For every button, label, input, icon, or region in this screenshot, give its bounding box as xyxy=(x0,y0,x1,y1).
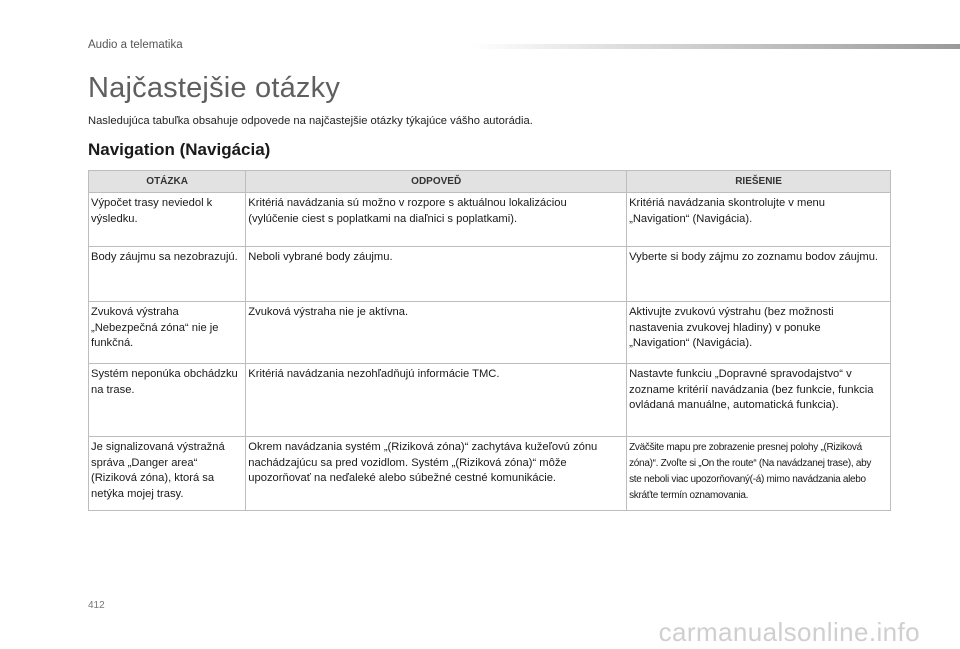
column-header-question: OTÁZKA xyxy=(89,171,246,193)
answer-cell: Okrem navádzania systém „(Riziková zóna)“ zachytáva kužeľovú zónu nachádzajúcu sa pred vozidlom. Systém „(Riziková zóna)“ môže upozorňovať na neďaleké alebo súbežné cestné komunikácie. xyxy=(246,437,627,511)
question-cell: Body záujmu sa nezobrazujú. xyxy=(89,247,246,302)
answer-cell: Kritériá navádzania nezohľadňujú informácie TMC. xyxy=(246,364,627,437)
section-heading: Navigation (Navigácia) xyxy=(88,140,271,159)
table-row xyxy=(89,437,891,511)
answer-cell: Neboli vybrané body záujmu. xyxy=(246,247,627,302)
table-row xyxy=(89,247,891,302)
solution-cell: Vyberte si body zájmu zo zoznamu bodov záujmu. xyxy=(627,247,891,302)
watermark: carmanualsonline.info xyxy=(658,617,920,647)
question-cell: Systém neponúka obchádzku na trase. xyxy=(89,364,246,437)
intro-text: Nasledujúca tabuľka obsahuje odpovede na najčastejšie otázky týkajúce vášho autorádia. xyxy=(88,115,533,127)
question-cell: Je signalizovaná výstražná správa „Danger area“ (Riziková zóna), ktorá sa netýka mojej trasy. xyxy=(89,437,246,511)
solution-cell: Aktivujte zvukovú výstrahu (bez možnosti nastavenia zvukovej hladiny) v ponuke „Navigation“ (Navigácia). xyxy=(627,302,891,364)
solution-cell: Nastavte funkciu „Dopravné spravodajstvo“ v zozname kritérií navádzania (bez funkcie, funkcia ovládaná manuálne, automatická funkcia). xyxy=(627,364,891,437)
section-label: Audio a telematika xyxy=(88,39,183,51)
page-number: 412 xyxy=(88,600,105,611)
faq-table xyxy=(88,170,891,511)
column-header-answer: ODPOVEĎ xyxy=(246,171,627,193)
table-row xyxy=(89,193,891,247)
solution-cell: Zväčšite mapu pre zobrazenie presnej polohy „(Riziková zóna)“. Zvoľte si „On the route“ (Na navádzanej trase), aby ste neboli viac upozorňovaný(-á) mimo navádzania alebo skráťte termín oznamovania. xyxy=(627,437,891,511)
answer-cell: Kritériá navádzania sú možno v rozpore s aktuálnou lokalizáciou (vylúčenie ciest s poplatkami na diaľnici s poplatkami). xyxy=(246,193,627,247)
answer-cell: Zvuková výstraha nie je aktívna. xyxy=(246,302,627,364)
header-divider xyxy=(470,44,960,49)
question-cell: Zvuková výstraha „Nebezpečná zóna“ nie je funkčná. xyxy=(89,302,246,364)
page-title: Najčastejšie otázky xyxy=(88,72,341,104)
question-cell: Výpočet trasy neviedol k výsledku. xyxy=(89,193,246,247)
table-row xyxy=(89,364,891,437)
table-row xyxy=(89,302,891,364)
column-header-solution: RIEŠENIE xyxy=(627,171,891,193)
solution-cell: Kritériá navádzania skontrolujte v menu „Navigation“ (Navigácia). xyxy=(627,193,891,247)
table-header-row xyxy=(89,171,891,193)
